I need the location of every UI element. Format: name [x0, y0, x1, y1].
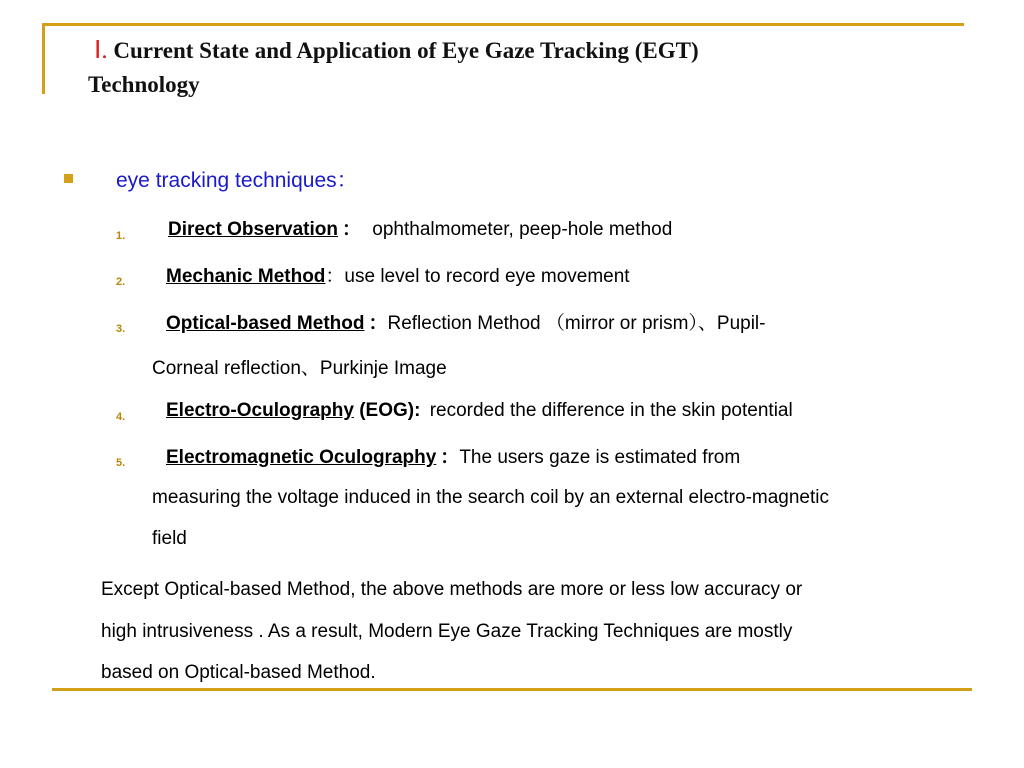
item-description: The users gaze is estimated from: [459, 447, 741, 468]
item-number: 3.: [116, 323, 126, 335]
list-item: [166, 313, 765, 335]
bullet-heading: eye tracking techniques：: [116, 169, 358, 192]
title-line-1: Current State and Application of Eye Gaze Tracking (EGT): [113, 38, 699, 63]
item-term: Electro-Oculography: [166, 400, 354, 421]
title-line-2: Technology: [88, 72, 200, 97]
item-continuation: Corneal reflection、Purkinje Image: [152, 358, 447, 379]
item-separator: (EOG):: [359, 400, 421, 421]
list-item: [166, 447, 740, 469]
item-separator: ：: [440, 447, 460, 468]
item-continuation: measuring the voltage induced in the search coil by an external electro-magnetic: [152, 487, 829, 508]
item-description: Reflection Method （mirror or prism）、Pupil-: [387, 313, 766, 334]
item-separator: ：: [325, 266, 345, 287]
title-numeral: Ⅰ.: [94, 37, 108, 64]
list-item: [166, 266, 630, 288]
bullet-square-icon: [64, 174, 73, 183]
conclusion-line: based on Optical-based Method.: [101, 662, 376, 683]
item-term: Electromagnetic Oculography: [166, 447, 437, 468]
item-term: Mechanic Method: [166, 266, 326, 287]
conclusion-line: high intrusiveness . As a result, Modern Eye Gaze Tracking Techniques are mostly: [101, 621, 793, 642]
item-separator: ：: [342, 219, 362, 240]
item-description: use level to record eye movement: [344, 266, 630, 287]
item-number: 4.: [116, 411, 126, 423]
top-border-line: [42, 23, 964, 26]
left-border-line: [42, 23, 45, 94]
list-item: [168, 219, 672, 241]
slide-title: [88, 34, 888, 102]
item-number: 2.: [116, 276, 126, 288]
conclusion-line: Except Optical-based Method, the above methods are more or less low accuracy or: [101, 579, 803, 600]
item-description: ophthalmometer, peep-hole method: [372, 219, 673, 240]
item-term: Direct Observation: [168, 219, 338, 240]
item-description: recorded the difference in the skin potential: [429, 400, 793, 421]
item-term: Optical-based Method: [166, 313, 365, 334]
item-continuation: field: [152, 528, 187, 549]
list-item: [166, 400, 793, 422]
item-separator: ：: [368, 313, 388, 334]
bottom-border-line: [52, 688, 972, 691]
item-number: 5.: [116, 457, 126, 469]
item-number: 1.: [116, 230, 126, 242]
